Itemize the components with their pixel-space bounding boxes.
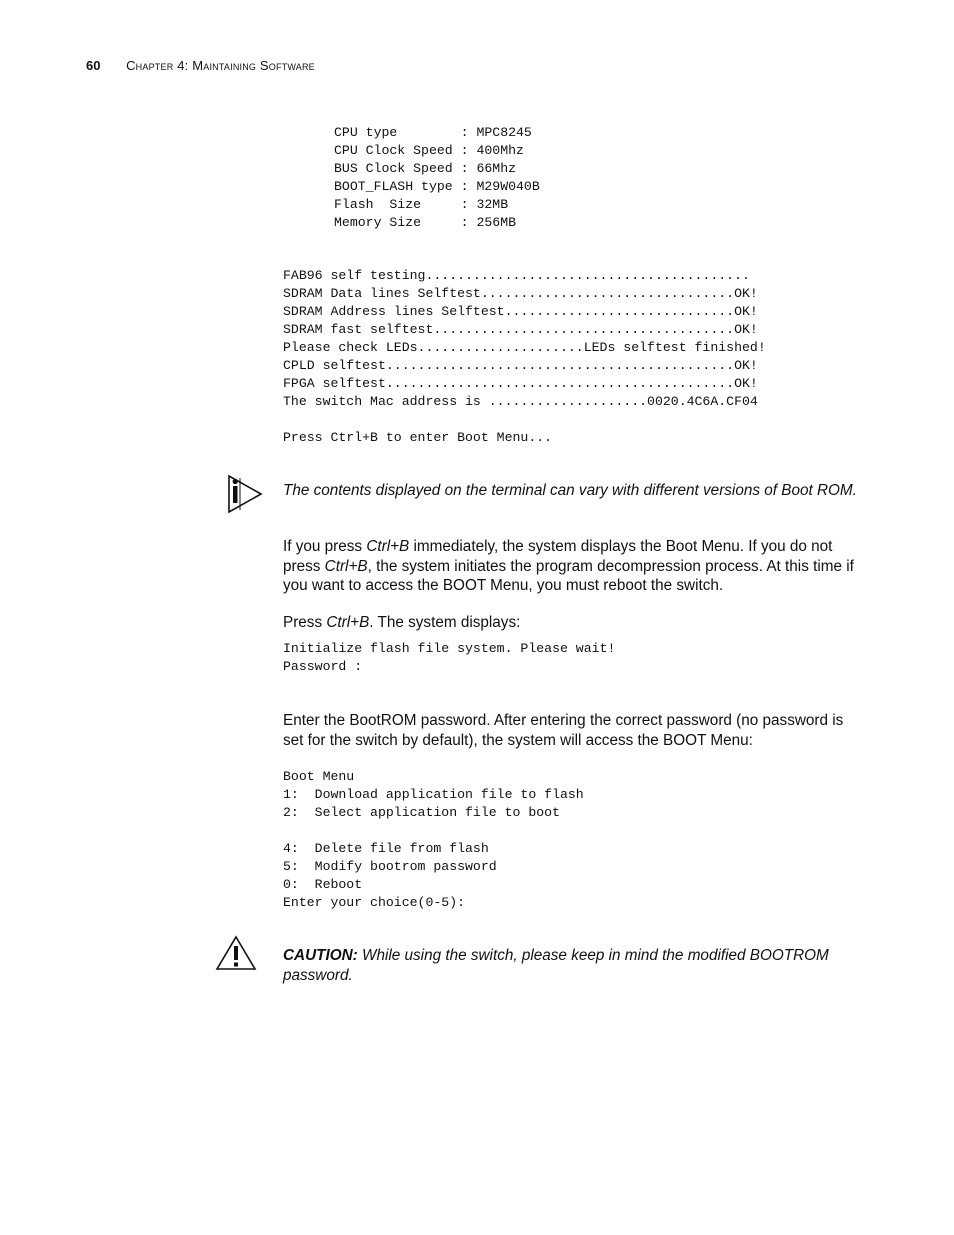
- code-line: 4: Delete file from flash: [283, 841, 489, 856]
- code-line: Initialize flash file system. Please wait!: [283, 641, 616, 656]
- code-line: BOOT_FLASH type : M29W040B: [334, 179, 540, 194]
- caution-warning-icon: [215, 935, 257, 971]
- note-pointer-icon: [227, 474, 263, 514]
- code-line: SDRAM Address lines Selftest.............................OK!: [283, 304, 758, 319]
- flash-init-output: [283, 640, 615, 676]
- boot-menu-output: [283, 768, 584, 912]
- caution-text: While using the switch, please keep in mind the modified BOOTROM password.: [283, 947, 829, 984]
- keystroke: Ctrl+B: [326, 614, 370, 631]
- code-line: Enter your choice(0-5):: [283, 895, 466, 910]
- code-line: BUS Clock Speed : 66Mhz: [334, 161, 517, 176]
- text-run: immediately, the system displays the Boot Menu. If you do not press: [283, 538, 833, 575]
- code-line: CPU type : MPC8245: [334, 125, 532, 140]
- code-line: 1: Download application file to flash: [283, 787, 584, 802]
- keystroke: Ctrl+B: [324, 557, 368, 575]
- code-line: The switch Mac address is ....................0020.4C6A.CF04: [283, 394, 758, 409]
- system-info-output: [334, 124, 540, 232]
- code-line: SDRAM Data lines Selftest................................OK!: [283, 286, 758, 301]
- text-run: , the system initiates the program decompression process. At this time if you want to access the BOOT Menu, you must reboot the switch.: [283, 557, 854, 595]
- caution-label: CAUTION:: [283, 947, 358, 964]
- code-line: 5: Modify bootrom password: [283, 859, 497, 874]
- code-line: Password :: [283, 659, 363, 674]
- code-line: Please check LEDs.....................LEDs selftest finished!: [283, 340, 766, 355]
- code-line: SDRAM fast selftest......................................OK!: [283, 322, 758, 337]
- code-line: Flash Size : 32MB: [334, 197, 509, 212]
- page-number: 60: [86, 58, 101, 73]
- code-line: FAB96 self testing.........................................: [283, 268, 750, 283]
- code-line: 2: Select application file to boot: [283, 805, 560, 820]
- code-line: FPGA selftest............................................OK!: [283, 376, 758, 391]
- paragraph-press-ctrl-b: [283, 613, 858, 633]
- code-line: 0: Reboot: [283, 877, 363, 892]
- selftest-output: [283, 267, 766, 447]
- code-line: Memory Size : 256MB: [334, 215, 517, 230]
- text-run: Press: [283, 614, 327, 631]
- code-line: CPU Clock Speed : 400Mhz: [334, 143, 524, 158]
- text-run: If you press: [283, 538, 367, 555]
- text-run: . The system displays:: [369, 614, 521, 631]
- code-line: Boot Menu: [283, 769, 355, 784]
- page-header: [86, 58, 315, 73]
- paragraph-bootrom-password: Enter the BootROM password. After entering the correct password (no password is set for the switch by default), the system will access the BOOT Menu:: [283, 712, 844, 749]
- note-text: The contents displayed on the terminal can vary with different versions of Boot ROM.: [283, 482, 857, 499]
- keystroke: Ctrl+B: [366, 538, 410, 555]
- code-line: CPLD selftest............................................OK!: [283, 358, 758, 373]
- caution-note: [283, 946, 858, 985]
- chapter-title: Chapter 4: Maintaining Software: [126, 58, 315, 73]
- code-line: Press Ctrl+B to enter Boot Menu...: [283, 430, 553, 445]
- paragraph-ctrl-b: [283, 537, 858, 596]
